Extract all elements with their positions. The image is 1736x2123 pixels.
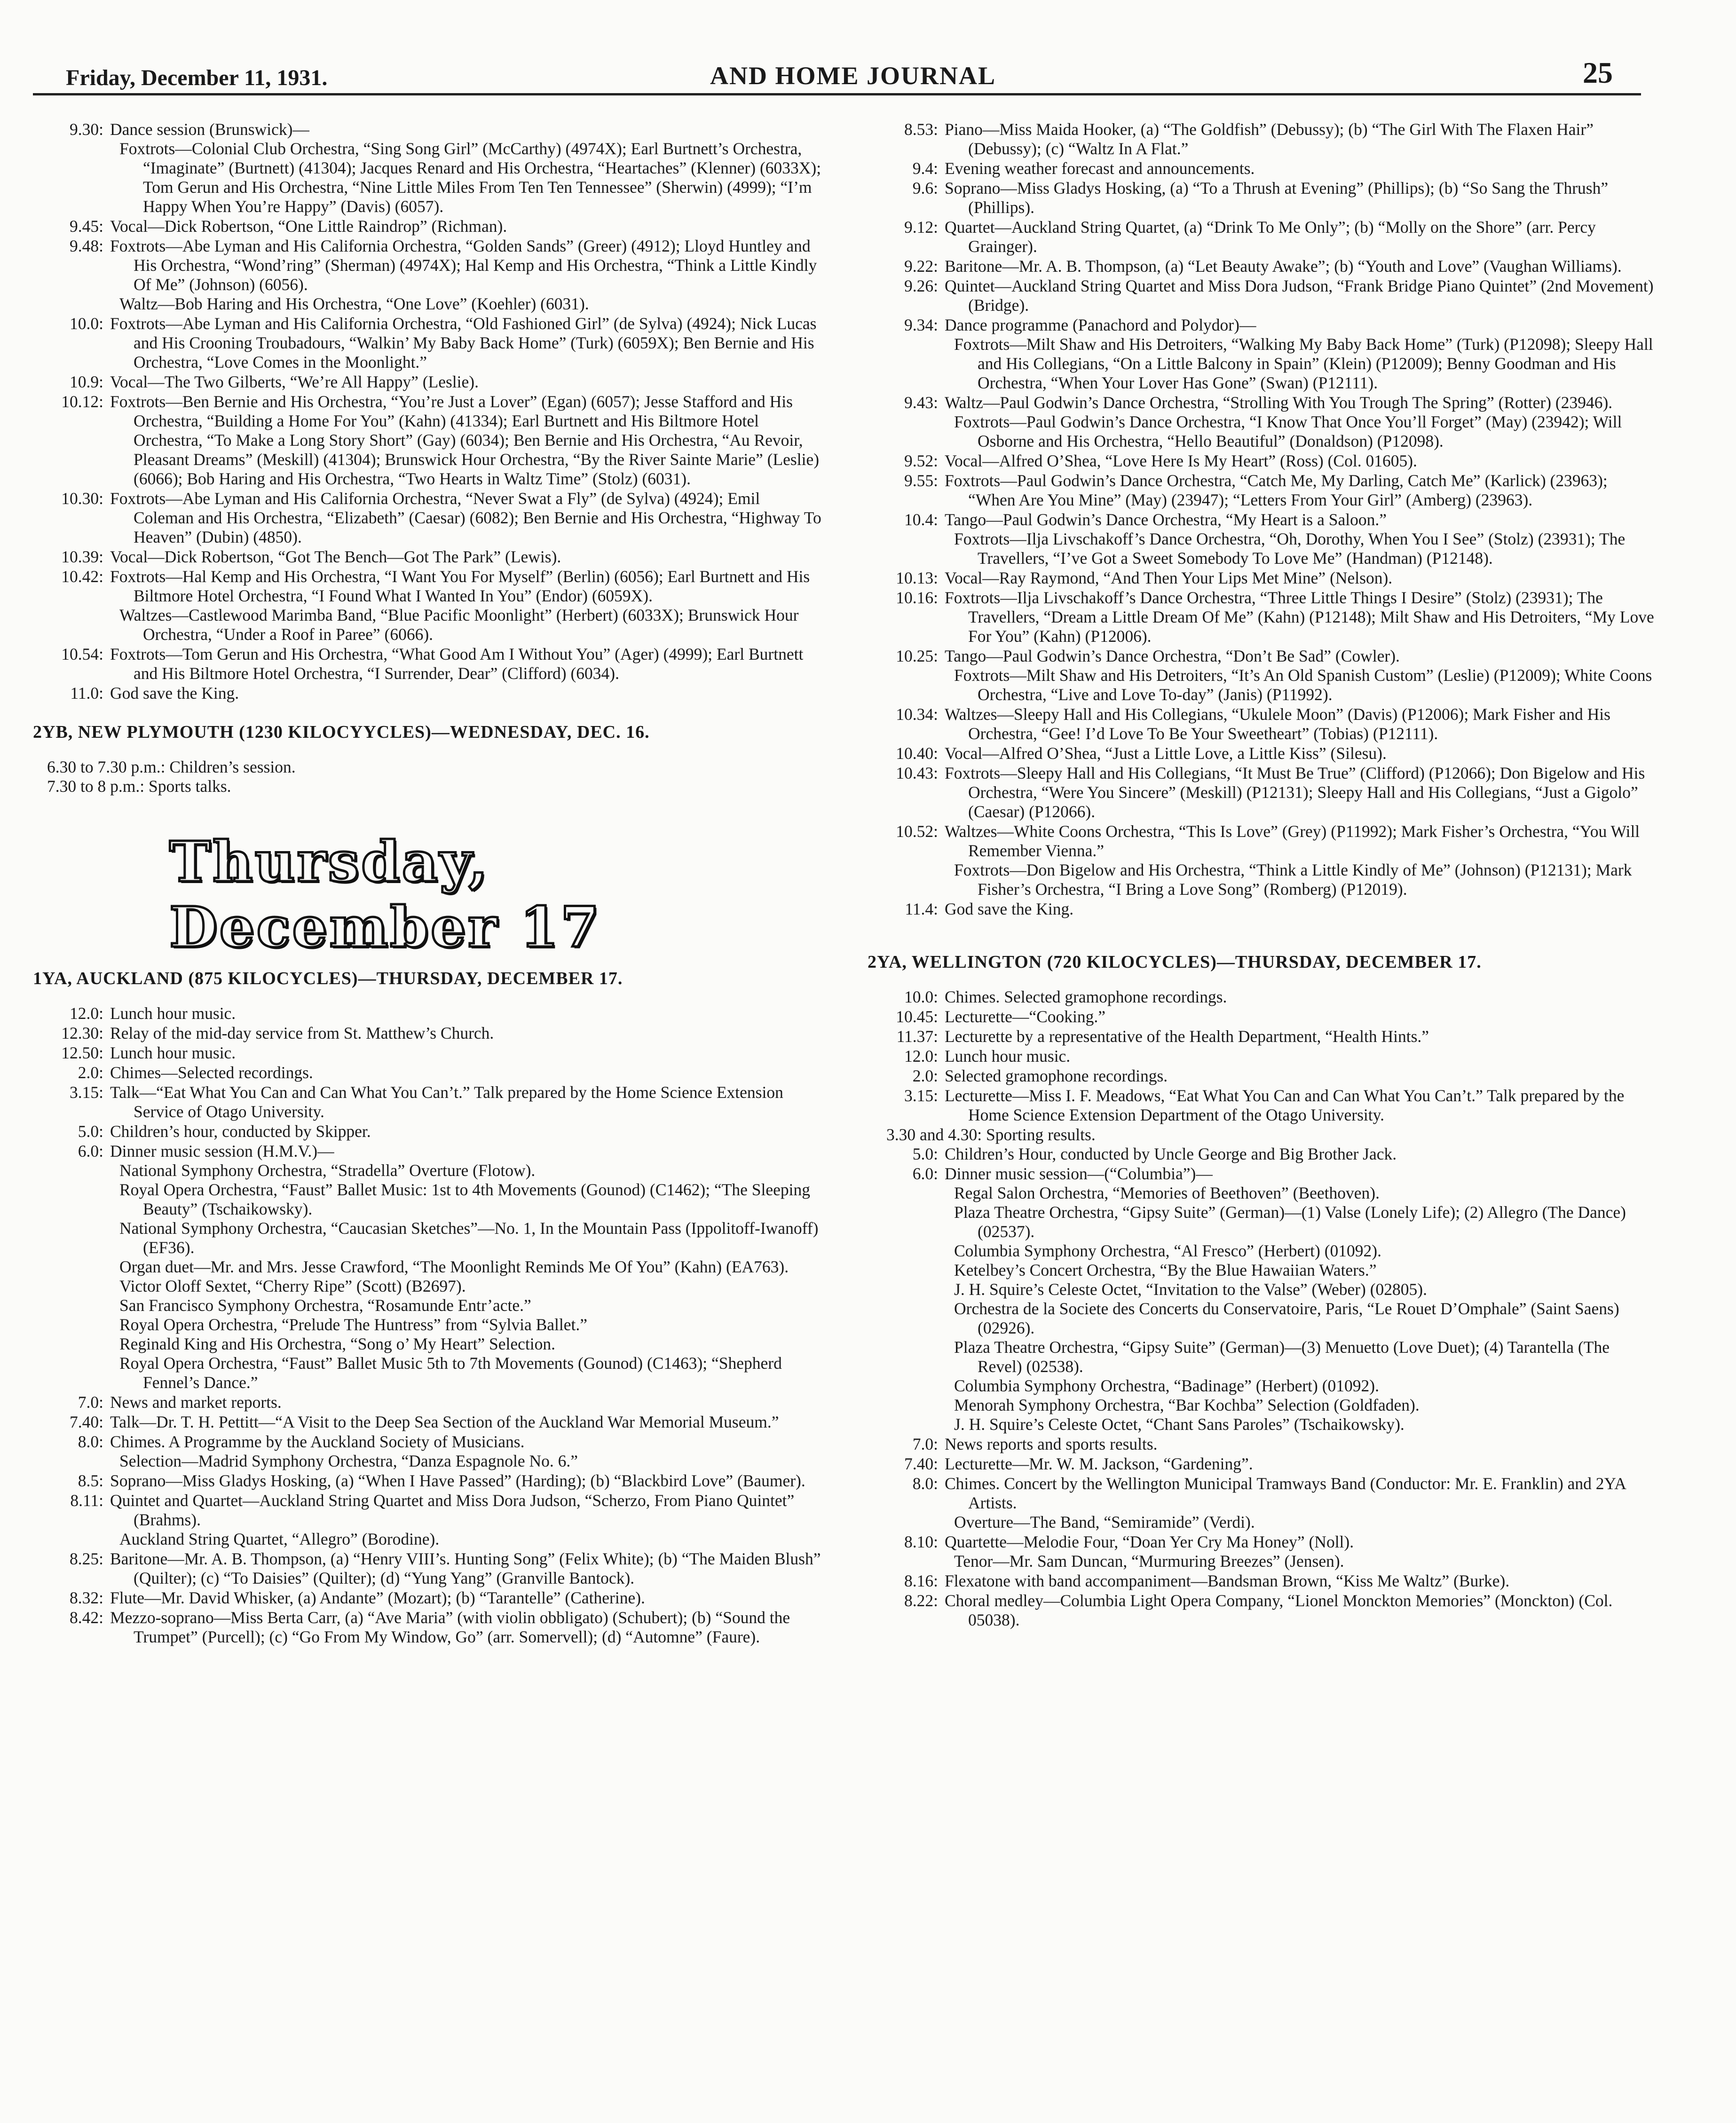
programme-time: 7.0: <box>912 1435 938 1453</box>
programme-text <box>110 1588 823 1608</box>
programme-item: News and market reports. <box>110 1393 282 1412</box>
programme-time: 8.10: <box>904 1532 938 1551</box>
programme-subitem: Tenor—Mr. Sam Duncan, “Murmuring Breezes” (Jensen). <box>954 1552 1344 1571</box>
programme-text <box>110 1122 823 1141</box>
programme-time: 10.9: <box>70 372 103 391</box>
programme-entry <box>868 1144 1657 1164</box>
programme-item: Vocal—Dick Robertson, “One Little Raindrop” (Richman). <box>110 217 507 236</box>
programme-text <box>945 1007 1657 1026</box>
programme-subitem: J. H. Squire’s Celeste Octet, “Invitation to the Valse” (Weber) (02805). <box>954 1280 1427 1299</box>
programme-entry <box>868 568 1657 588</box>
programme-item: God save the King. <box>110 684 239 702</box>
programme-subitem: Menorah Symphony Orchestra, “Bar Kochba” Selection (Goldfaden). <box>954 1396 1420 1414</box>
programme-text <box>110 1491 823 1549</box>
programme-entry <box>868 451 1657 471</box>
header-journal-title: AND HOME JOURNAL <box>710 62 996 90</box>
programme-entry <box>868 764 1657 821</box>
programme-entry <box>33 1588 823 1608</box>
programme-subitem: Ketelbey’s Concert Orchestra, “By the Blue Hawaiian Waters.” <box>954 1261 1377 1279</box>
programme-time: 9.34: <box>904 316 938 334</box>
programme-time: 12.30: <box>61 1024 103 1042</box>
programme-item: Baritone—Mr. A. B. Thompson, (a) “Henry VIII’s. Hunting Song” (Felix White); (b) “The Maiden Blush” (Quilter); (c) “To Daisies” (Quilter); (d) “Yung Yang” (Granville Bantock). <box>110 1549 821 1587</box>
programme-entry <box>868 588 1657 646</box>
programme-item: Chimes. Concert by the Wellington Municipal Tramways Band (Conductor: Mr. E. Franklin) and 2YA Artists. <box>945 1474 1626 1512</box>
programme-time: 8.0: <box>78 1432 103 1451</box>
programme-entry <box>868 276 1657 315</box>
programme-time: 9.52: <box>904 451 938 470</box>
programme-time: 9.12: <box>904 218 938 237</box>
programme-item: Quintet—Auckland String Quartet and Miss Dora Judson, “Frank Bridge Piano Quintet” (2nd Movement) (Bridge). <box>945 276 1654 315</box>
plain-line-2yb: 6.30 to 7.30 p.m.: Children’s session. <box>47 758 296 776</box>
programme-entry <box>868 1532 1657 1571</box>
programme-time: 10.39: <box>61 547 103 566</box>
programme-text <box>110 1024 823 1043</box>
programme-item: Dance session (Brunswick)— <box>110 120 309 139</box>
programme-text <box>945 1454 1657 1474</box>
programme-subitem: Regal Salon Orchestra, “Memories of Beethoven” (Beethoven). <box>954 1184 1380 1202</box>
programme-time: 10.42: <box>61 567 103 586</box>
programme-time: 9.48: <box>70 237 103 255</box>
programme-entry <box>868 510 1657 568</box>
programme-item: Waltz—Paul Godwin’s Dance Orchestra, “Strolling With You Trough The Spring” (Rotter) (23946). <box>945 393 1613 412</box>
programme-item: Baritone—Mr. A. B. Thompson, (a) “Let Beauty Awake”; (b) “Youth and Love” (Vaughan Williams). <box>945 257 1622 276</box>
programme-item: Vocal—The Two Gilberts, “We’re All Happy” (Leslie). <box>110 372 479 391</box>
programme-text <box>945 1435 1657 1454</box>
programme-entry <box>868 987 1657 1007</box>
station-heading-2ya: 2YA, WELLINGTON (720 KILOCYCLES)—THURSDAY, DECEMBER 17. <box>868 952 1482 972</box>
programme-text <box>945 588 1657 646</box>
programme-subitem: J. H. Squire’s Celeste Octet, “Chant Sans Paroles” (Tschaikowsky). <box>954 1415 1405 1434</box>
programme-time: 9.45: <box>70 217 103 236</box>
programme-text <box>945 1591 1657 1630</box>
programme-entry <box>868 1474 1657 1532</box>
left-column <box>33 120 823 1647</box>
programme-text <box>945 159 1657 178</box>
programme-text <box>110 1393 823 1412</box>
programme-time: 10.4: <box>904 510 938 529</box>
programme-entry <box>33 1004 823 1023</box>
programme-entry <box>868 316 1657 393</box>
programme-item: Foxtrots—Abe Lyman and His California Orchestra, “Never Swat a Fly” (de Sylva) (4924); Emil Coleman and His Orchestra, “Elizabeth” (Caesar) (6082); Ben Bernie and His Orchestra, “Highway To Heaven” (Dubin) (4850). <box>110 489 821 546</box>
right-column <box>868 120 1657 1630</box>
programme-time: 10.52: <box>896 822 938 841</box>
programme-item: Lunch hour music. <box>945 1047 1071 1065</box>
programme-item: Chimes. A Programme by the Auckland Society of Musicians. <box>110 1432 525 1451</box>
programme-text <box>110 1043 823 1063</box>
programme-text <box>945 764 1657 821</box>
programme-time: 7.40: <box>904 1454 938 1473</box>
programme-text <box>110 645 823 683</box>
programme-entry <box>868 900 1657 919</box>
programme-time: 3.15: <box>70 1083 103 1102</box>
programme-entry <box>868 159 1657 178</box>
programme-entry <box>33 1142 823 1392</box>
programme-time: 9.4: <box>912 159 938 178</box>
programme-item: Lunch hour music. <box>110 1004 236 1023</box>
programme-item: Dinner music session (H.M.V.)— <box>110 1142 334 1160</box>
programme-text <box>945 568 1657 588</box>
programme-subitem: Auckland String Quartet, “Allegro” (Borodine). <box>119 1530 440 1548</box>
programme-list-1ya-continued <box>868 120 1657 919</box>
programme-subitem: Royal Opera Orchestra, “Faust” Ballet Music: 1st to 4th Movements (Gounod) (C1462); “The Sleeping Beauty” (Tschaikowsky). <box>119 1180 811 1218</box>
programme-entry <box>33 1063 823 1082</box>
day-heading: Thursday, December 17 <box>169 829 601 960</box>
programme-time: 5.0: <box>78 1122 103 1141</box>
programme-entry <box>868 257 1657 276</box>
programme-subitem: Foxtrots—Colonial Club Orchestra, “Sing Song Girl” (McCarthy) (4974X); Earl Burtnett’s Orchestra, “Imaginate” (Burtnett) (41304); Jacques Renard and His Orchestra, “Heartaches” (Klenner) (6033X); Tom Gerun and His Orchestra, “Nine Little Miles From Ten Ten Tennessee” (Sherwin) (4999); “I’m Happy When You’re Happy” (Davis) (6057). <box>119 139 821 216</box>
programme-time: 7.40: <box>70 1413 103 1431</box>
programme-subitem: San Francisco Symphony Orchestra, “Rosamunde Entr’acte.” <box>119 1296 531 1315</box>
programme-text <box>945 316 1657 393</box>
programme-list-2ya <box>868 987 1657 1125</box>
programme-item: Children’s Hour, conducted by Uncle George and Big Brother Jack. <box>945 1144 1397 1163</box>
programme-text <box>945 822 1657 899</box>
programme-time: 8.22: <box>904 1591 938 1610</box>
programme-subitem: Columbia Symphony Orchestra, “Badinage” (Herbert) (01092). <box>954 1376 1380 1395</box>
programme-text <box>110 1413 823 1432</box>
programme-time: 10.34: <box>896 705 938 724</box>
programme-subitem: Reginald King and His Orchestra, “Song o’ My Heart” Selection. <box>119 1334 556 1353</box>
programme-item: Dinner music session—(“Columbia”)— <box>945 1164 1213 1183</box>
programme-item: Piano—Miss Maida Hooker, (a) “The Goldfish” (Debussy); (b) “The Girl With The Flaxen Hair” (Debussy); (c) “Waltz In A Flat.” <box>945 120 1594 158</box>
programme-entry <box>33 1024 823 1043</box>
programme-item: Chimes—Selected recordings. <box>110 1063 313 1082</box>
programme-entry <box>868 744 1657 763</box>
programme-time: 8.32: <box>70 1588 103 1607</box>
programme-entry <box>868 471 1657 510</box>
programme-item: Evening weather forecast and announcements. <box>945 159 1255 178</box>
programme-time: 11.4: <box>905 900 938 918</box>
programme-text <box>110 1142 823 1392</box>
programme-text <box>945 744 1657 763</box>
programme-entry <box>33 392 823 489</box>
programme-time: 8.0: <box>912 1474 938 1493</box>
programme-time: 12.0: <box>904 1047 938 1065</box>
programme-text <box>110 237 823 314</box>
programme-text <box>945 1532 1657 1571</box>
programme-text <box>945 1086 1657 1125</box>
programme-time: 2.0: <box>912 1066 938 1085</box>
programme-text <box>110 1608 823 1647</box>
programme-item: Waltzes—Sleepy Hall and His Collegians, “Ukulele Moon” (Davis) (P12006); Mark Fisher and His Orchestra, “Gee! I’d Love To Be Your Sweetheart” (Tobias) (P12111). <box>945 705 1610 743</box>
programme-item: Tango—Paul Godwin’s Dance Orchestra, “My Heart is a Saloon.” <box>945 510 1387 529</box>
programme-time: 10.54: <box>61 645 103 663</box>
programme-time: 8.5: <box>78 1471 103 1490</box>
programme-entry <box>33 489 823 547</box>
programme-item: Relay of the mid-day service from St. Matthew’s Church. <box>110 1024 494 1042</box>
programme-time: 12.50: <box>61 1043 103 1062</box>
programme-item: Selected gramophone recordings. <box>945 1066 1168 1085</box>
programme-entry <box>868 822 1657 899</box>
programme-time: 10.25: <box>896 647 938 665</box>
programme-time: 10.30: <box>61 489 103 508</box>
programme-time: 7.0: <box>78 1393 103 1412</box>
programme-text <box>110 217 823 236</box>
programme-entry <box>868 1086 1657 1125</box>
programme-item: Lunch hour music. <box>110 1043 236 1062</box>
programme-entry <box>33 1413 823 1432</box>
programme-item: Flute—Mr. David Whisker, (a) Andante” (Mozart); (b) “Tarantelle” (Catherine). <box>110 1588 645 1607</box>
programme-entry <box>868 1007 1657 1026</box>
programme-entry <box>868 179 1657 217</box>
programme-time: 3.15: <box>904 1086 938 1105</box>
programme-entry <box>33 120 823 216</box>
programme-time: 9.22: <box>904 257 938 276</box>
programme-text <box>945 900 1657 919</box>
programme-item: Choral medley—Columbia Light Opera Company, “Lionel Monckton Memories” (Monckton) (Col. 05038). <box>945 1591 1613 1629</box>
programme-text <box>945 510 1657 568</box>
programme-item: God save the King. <box>945 900 1074 918</box>
programme-text <box>110 489 823 547</box>
programme-entry <box>33 1471 823 1491</box>
programme-item: Quartet—Auckland String Quartet, (a) “Drink To Me Only”; (b) “Molly on the Shore” (arr. Percy Grainger). <box>945 218 1596 256</box>
programme-item: Vocal—Alfred O’Shea, “Love Here Is My Heart” (Ross) (Col. 01605). <box>945 451 1417 470</box>
programme-text <box>110 392 823 489</box>
programme-entry <box>868 1066 1657 1086</box>
programme-text <box>945 647 1657 704</box>
programme-list-1ya <box>33 1004 823 1647</box>
programme-item: Foxtrots—Sleepy Hall and His Collegians, “It Must Be True” (Clifford) (P12066); Don Bigelow and His Orchestra, “Were You Sincere” (Meskill) (P12131); Sleepy Hall and His Collegians, “Just a Gigolo” (Caesar) (P12066). <box>945 764 1645 821</box>
programme-entry <box>868 218 1657 256</box>
programme-item: News reports and sports results. <box>945 1435 1158 1453</box>
programme-text <box>945 257 1657 276</box>
programme-subitem: National Symphony Orchestra, “Caucasian Sketches”—No. 1, In the Mountain Pass (Ippolitoff-Iwanoff) (EF36). <box>119 1219 819 1257</box>
programme-time: 2.0: <box>78 1063 103 1082</box>
programme-entry <box>33 1549 823 1588</box>
sporting-results: 3.30 and 4.30: Sporting results. <box>886 1125 1096 1144</box>
programme-entry <box>868 1591 1657 1630</box>
programme-text <box>945 1027 1657 1046</box>
programme-entry <box>868 1454 1657 1474</box>
programme-entry <box>868 120 1657 158</box>
programme-entry <box>33 372 823 392</box>
programme-time: 8.53: <box>904 120 938 139</box>
programme-item: Lecturette—Mr. W. M. Jackson, “Gardening”. <box>945 1454 1253 1473</box>
programme-time: 6.0: <box>78 1142 103 1160</box>
programme-entry <box>33 1608 823 1647</box>
programme-text <box>945 705 1657 743</box>
programme-subitem: Organ duet—Mr. and Mrs. Jesse Crawford, “The Moonlight Reminds Me Of You” (Kahn) (EA763). <box>119 1257 789 1276</box>
programme-subitem: Foxtrots—Ilja Livschakoff’s Dance Orchestra, “Oh, Dorothy, When You I See” (Stolz) (23931); The Travellers, “I’ve Got a Sweet Somebody To Love Me” (Handman) (P12148). <box>954 529 1626 568</box>
plain-line-2yb: 7.30 to 8 p.m.: Sports talks. <box>47 777 231 796</box>
programme-entry <box>868 1027 1657 1046</box>
page-header <box>33 51 1641 95</box>
programme-time: 10.16: <box>896 588 938 607</box>
programme-text <box>110 1083 823 1121</box>
programme-time: 10.45: <box>896 1007 938 1026</box>
programme-text <box>945 1066 1657 1086</box>
programme-item: Foxtrots—Tom Gerun and His Orchestra, “What Good Am I Without You” (Ager) (4999); Earl Burtnett and His Biltmore Hotel Orchestra, “I Surrender, Dear” (Clifford) (6034). <box>110 645 804 683</box>
programme-time: 8.42: <box>70 1608 103 1627</box>
programme-subitem: Foxtrots—Milt Shaw and His Detroiters, “Walking My Baby Back Home” (Turk) (P12098); Sleepy Hall and His Collegians, “On a Little Balcony in Spain” (Klein) (P12009); Benny Goodman and His Orchestra, “When Your Lover Has Gone” (Swan) (P12111). <box>954 335 1653 392</box>
programme-item: Soprano—Miss Gladys Hosking, (a) “When I Have Passed” (Harding); (b) “Blackbird Love” (Baumer). <box>110 1471 805 1490</box>
programme-time: 9.55: <box>904 471 938 490</box>
programme-item: Vocal—Dick Robertson, “Got The Bench—Got The Park” (Lewis). <box>110 547 561 566</box>
station-heading-1ya: 1YA, AUCKLAND (875 KILOCYCLES)—THURSDAY, DECEMBER 17. <box>33 969 623 988</box>
programme-subitem: Foxtrots—Don Bigelow and His Orchestra, “Think a Little Kindly of Me” (Johnson) (P12131); Mark Fisher’s Orchestra, “I Bring a Love Song” (Romberg) (P12019). <box>954 860 1632 899</box>
programme-text <box>110 1432 823 1471</box>
programme-list-2ya-evening <box>868 1144 1657 1630</box>
programme-item: Soprano—Miss Gladys Hosking, (a) “To a Thrush at Evening” (Phillips); (b) “So Sang the Thrush” (Phillips). <box>945 179 1609 217</box>
programme-item: Dance programme (Panachord and Polydor)— <box>945 316 1256 334</box>
programme-entry <box>868 1571 1657 1591</box>
programme-time: 11.0: <box>70 684 103 702</box>
programme-text <box>110 1063 823 1082</box>
programme-text <box>945 120 1657 158</box>
programme-time: 8.16: <box>904 1571 938 1590</box>
page-number: 25 <box>1583 56 1613 89</box>
programme-text <box>945 1571 1657 1591</box>
programme-item: Vocal—Ray Raymond, “And Then Your Lips Met Mine” (Nelson). <box>945 568 1393 587</box>
programme-subitem: Columbia Symphony Orchestra, “Al Fresco” (Herbert) (01092). <box>954 1241 1381 1260</box>
programme-subitem: Orchestra de la Societe des Concerts du Conservatoire, Paris, “Le Rouet D’Omphale” (Saint Saens) (02926). <box>954 1299 1619 1337</box>
programme-text <box>110 1004 823 1023</box>
programme-entry <box>868 1435 1657 1454</box>
programme-time: 8.25: <box>70 1549 103 1568</box>
programme-text <box>945 451 1657 471</box>
programme-subitem: Victor Oloff Sextet, “Cherry Ripe” (Scott) (B2697). <box>119 1277 466 1295</box>
programme-text <box>945 1164 1657 1434</box>
programme-time: 10.0: <box>904 987 938 1006</box>
programme-entry <box>33 1432 823 1471</box>
programme-item: Foxtrots—Abe Lyman and His California Orchestra, “Golden Sands” (Greer) (4912); Lloyd Huntley and His Orchestra, “Wond’ring” (Sherman) (4974X); Hal Kemp and His Orchestra, “Think a Little Kindly Of Me” (Johnson) (6056). <box>110 237 817 294</box>
programme-entry <box>33 314 823 372</box>
programme-entry <box>33 567 823 644</box>
programme-entry <box>33 1491 823 1549</box>
programme-subitem: Foxtrots—Paul Godwin’s Dance Orchestra, “I Know That Once You’ll Forget” (May) (23942); Will Osborne and His Orchestra, “Hello Beautiful” (Donaldson) (P12098). <box>954 412 1622 450</box>
programme-item: Lecturette—“Cooking.” <box>945 1007 1106 1026</box>
programme-subitem: Selection—Madrid Symphony Orchestra, “Danza Espagnole No. 6.” <box>119 1452 578 1470</box>
programme-text <box>945 1047 1657 1066</box>
programme-text <box>945 1144 1657 1164</box>
programme-text <box>945 218 1657 256</box>
programme-item: Talk—“Eat What You Can and Can What You Can’t.” Talk prepared by the Home Science Extension Service of Otago University. <box>110 1083 783 1121</box>
programme-time: 12.0: <box>70 1004 103 1023</box>
programme-entry <box>868 1047 1657 1066</box>
programme-subitem: Plaza Theatre Orchestra, “Gipsy Suite” (German)—(1) Valse (Lonely Life); (2) Allegro (The Dance) (02537). <box>954 1203 1626 1241</box>
programme-text <box>110 120 823 216</box>
programme-item: Foxtrots—Ben Bernie and His Orchestra, “You’re Just a Lover” (Egan) (6057); Jesse Stafford and His Orchestra, “Building a Home For You” (Kahn) (41334); Earl Burtnett and His Biltmore Hotel Orchestra, “To Make a Long Story Short” (Gay) (6034); Ben Bernie and His Orchestra, “Au Revoir, Pleasant Dreams” (Meskill) (41304); Brunswick Hour Orchestra, “By the River Sainte Marie” (Leslie) (6066); Bob Haring and His Orchestra, “Two Hearts in Waltz Time” (Stolz) (6031). <box>110 392 820 488</box>
programme-subitem: Plaza Theatre Orchestra, “Gipsy Suite” (German)—(3) Menuetto (Love Duet); (4) Tarantella (The Revel) (02538). <box>954 1338 1610 1376</box>
programme-entry <box>33 684 823 703</box>
programme-subitem: Waltz—Bob Haring and His Orchestra, “One Love” (Koehler) (6031). <box>119 294 589 313</box>
programme-subitem: Overture—The Band, “Semiramide” (Verdi). <box>954 1513 1255 1531</box>
programme-time: 10.13: <box>896 568 938 587</box>
programme-time: 9.26: <box>904 276 938 295</box>
programme-text <box>945 276 1657 315</box>
programme-text <box>110 1549 823 1588</box>
programme-subitem: Royal Opera Orchestra, “Faust” Ballet Music 5th to 7th Movements (Gounod) (C1463); “Shepherd Fennel’s Dance.” <box>119 1354 782 1392</box>
programme-text <box>945 1474 1657 1532</box>
programme-item: Quartette—Melodie Four, “Doan Yer Cry Ma Honey” (Noll). <box>945 1532 1354 1551</box>
programme-text <box>110 547 823 567</box>
programme-item: Lecturette by a representative of the Health Department, “Health Hints.” <box>945 1027 1429 1046</box>
programme-time: 9.30: <box>70 120 103 139</box>
programme-text <box>945 987 1657 1007</box>
programme-time: 10.0: <box>70 314 103 333</box>
programme-item: Lecturette—Miss I. F. Meadows, “Eat What You Can and Can What You Can’t.” Talk prepared by the Home Science Extension Department of the Otago University. <box>945 1086 1625 1124</box>
programme-text <box>110 372 823 392</box>
programme-entry <box>868 393 1657 451</box>
programme-item: Flexatone with band accompaniment—Bandsman Brown, “Kiss Me Waltz” (Burke). <box>945 1571 1510 1590</box>
programme-list-2zr <box>33 120 823 703</box>
programme-item: Tango—Paul Godwin’s Dance Orchestra, “Don’t Be Sad” (Cowler). <box>945 647 1400 665</box>
programme-entry <box>33 1393 823 1412</box>
header-date: Friday, December 11, 1931. <box>66 65 328 90</box>
programme-time: 11.37: <box>896 1027 938 1046</box>
programme-entry <box>33 237 823 314</box>
programme-item: Foxtrots—Ilja Livschakoff’s Dance Orchestra, “Three Little Things I Desire” (Stolz) (23931); The Travellers, “Dream a Little Dream Of Me” (Kahn) (P12148); Milt Shaw and His Detroiters, “My Love For You” (Kahn) (P12006). <box>945 588 1654 646</box>
programme-text <box>945 393 1657 451</box>
programme-item: Foxtrots—Abe Lyman and His California Orchestra, “Old Fashioned Girl” (de Sylva) (4924); Nick Lucas and His Crooning Troubadours, “Walkin’ My Baby Back Home” (Turk) (6059X); Ben Bernie and His Orchestra, “Love Comes in the Moonlight.” <box>110 314 817 371</box>
programme-entry <box>33 547 823 567</box>
programme-time: 5.0: <box>912 1144 938 1163</box>
programme-text <box>110 684 823 703</box>
programme-subitem: Foxtrots—Milt Shaw and His Detroiters, “It’s An Old Spanish Custom” (Leslie) (P12009); White Coons Orchestra, “Live and Love To-day” (Janis) (P11992). <box>954 666 1652 704</box>
programme-entry <box>33 645 823 683</box>
programme-item: Foxtrots—Hal Kemp and His Orchestra, “I Want You For Myself” (Berlin) (6056); Earl Burtnett and His Biltmore Hotel Orchestra, “I Found What I Wanted In You” (Endor) (6059X). <box>110 567 810 605</box>
station-heading-2yb: 2YB, NEW PLYMOUTH (1230 KILOCYYCLES)—WEDNESDAY, DEC. 16. <box>33 722 650 742</box>
programme-item: Chimes. Selected gramophone recordings. <box>945 987 1227 1006</box>
programme-text <box>110 567 823 644</box>
programme-time: 6.0: <box>912 1164 938 1183</box>
programme-entry <box>33 1043 823 1063</box>
programme-entry <box>33 1122 823 1141</box>
programme-item: Vocal—Alfred O’Shea, “Just a Little Love, a Little Kiss” (Silesu). <box>945 744 1387 763</box>
programme-subitem: Waltzes—Castlewood Marimba Band, “Blue Pacific Moonlight” (Herbert) (6033X); Brunswick Hour Orchestra, “Under a Roof in Paree” (6066). <box>119 606 799 644</box>
programme-entry <box>868 705 1657 743</box>
programme-entry <box>33 1083 823 1121</box>
programme-entry <box>868 647 1657 704</box>
programme-text <box>945 179 1657 217</box>
programme-item: Foxtrots—Paul Godwin’s Dance Orchestra, “Catch Me, My Darling, Catch Me” (Karlick) (23963); “When Are You Mine” (May) (23947); “Letters From Your Girl” (Amberg) (23963). <box>945 471 1608 509</box>
programme-item: Waltzes—White Coons Orchestra, “This Is Love” (Grey) (P11992); Mark Fisher’s Orchestra, “You Will Remember Vienna.” <box>945 822 1640 860</box>
programme-time: 8.11: <box>70 1491 103 1510</box>
programme-text <box>110 1471 823 1491</box>
programme-item: Mezzo-soprano—Miss Berta Carr, (a) “Ave Maria” (with violin obbligato) (Schubert); (b) “Sound the Trumpet” (Purcell); (c) “Go From My Window, Go” (arr. Somervell); (d) “Automne” (Faure). <box>110 1608 790 1646</box>
programme-subitem: National Symphony Orchestra, “Stradella” Overture (Flotow). <box>119 1161 536 1180</box>
programme-time: 9.6: <box>912 179 938 197</box>
programme-time: 9.43: <box>904 393 938 412</box>
programme-time: 10.12: <box>61 392 103 411</box>
programme-subitem: Royal Opera Orchestra, “Prelude The Huntress” from “Sylvia Ballet.” <box>119 1315 587 1334</box>
programme-time: 10.43: <box>896 764 938 782</box>
programme-text <box>110 314 823 372</box>
programme-time: 10.40: <box>896 744 938 763</box>
programme-entry <box>868 1164 1657 1434</box>
programme-entry <box>33 217 823 236</box>
programme-item: Children’s hour, conducted by Skipper. <box>110 1122 371 1141</box>
programme-item: Quintet and Quartet—Auckland String Quartet and Miss Dora Judson, “Scherzo, From Piano Quintet” (Brahms). <box>110 1491 795 1529</box>
programme-item: Talk—Dr. T. H. Pettitt—“A Visit to the Deep Sea Section of the Auckland War Memorial Museum.” <box>110 1413 779 1431</box>
programme-text <box>945 471 1657 510</box>
